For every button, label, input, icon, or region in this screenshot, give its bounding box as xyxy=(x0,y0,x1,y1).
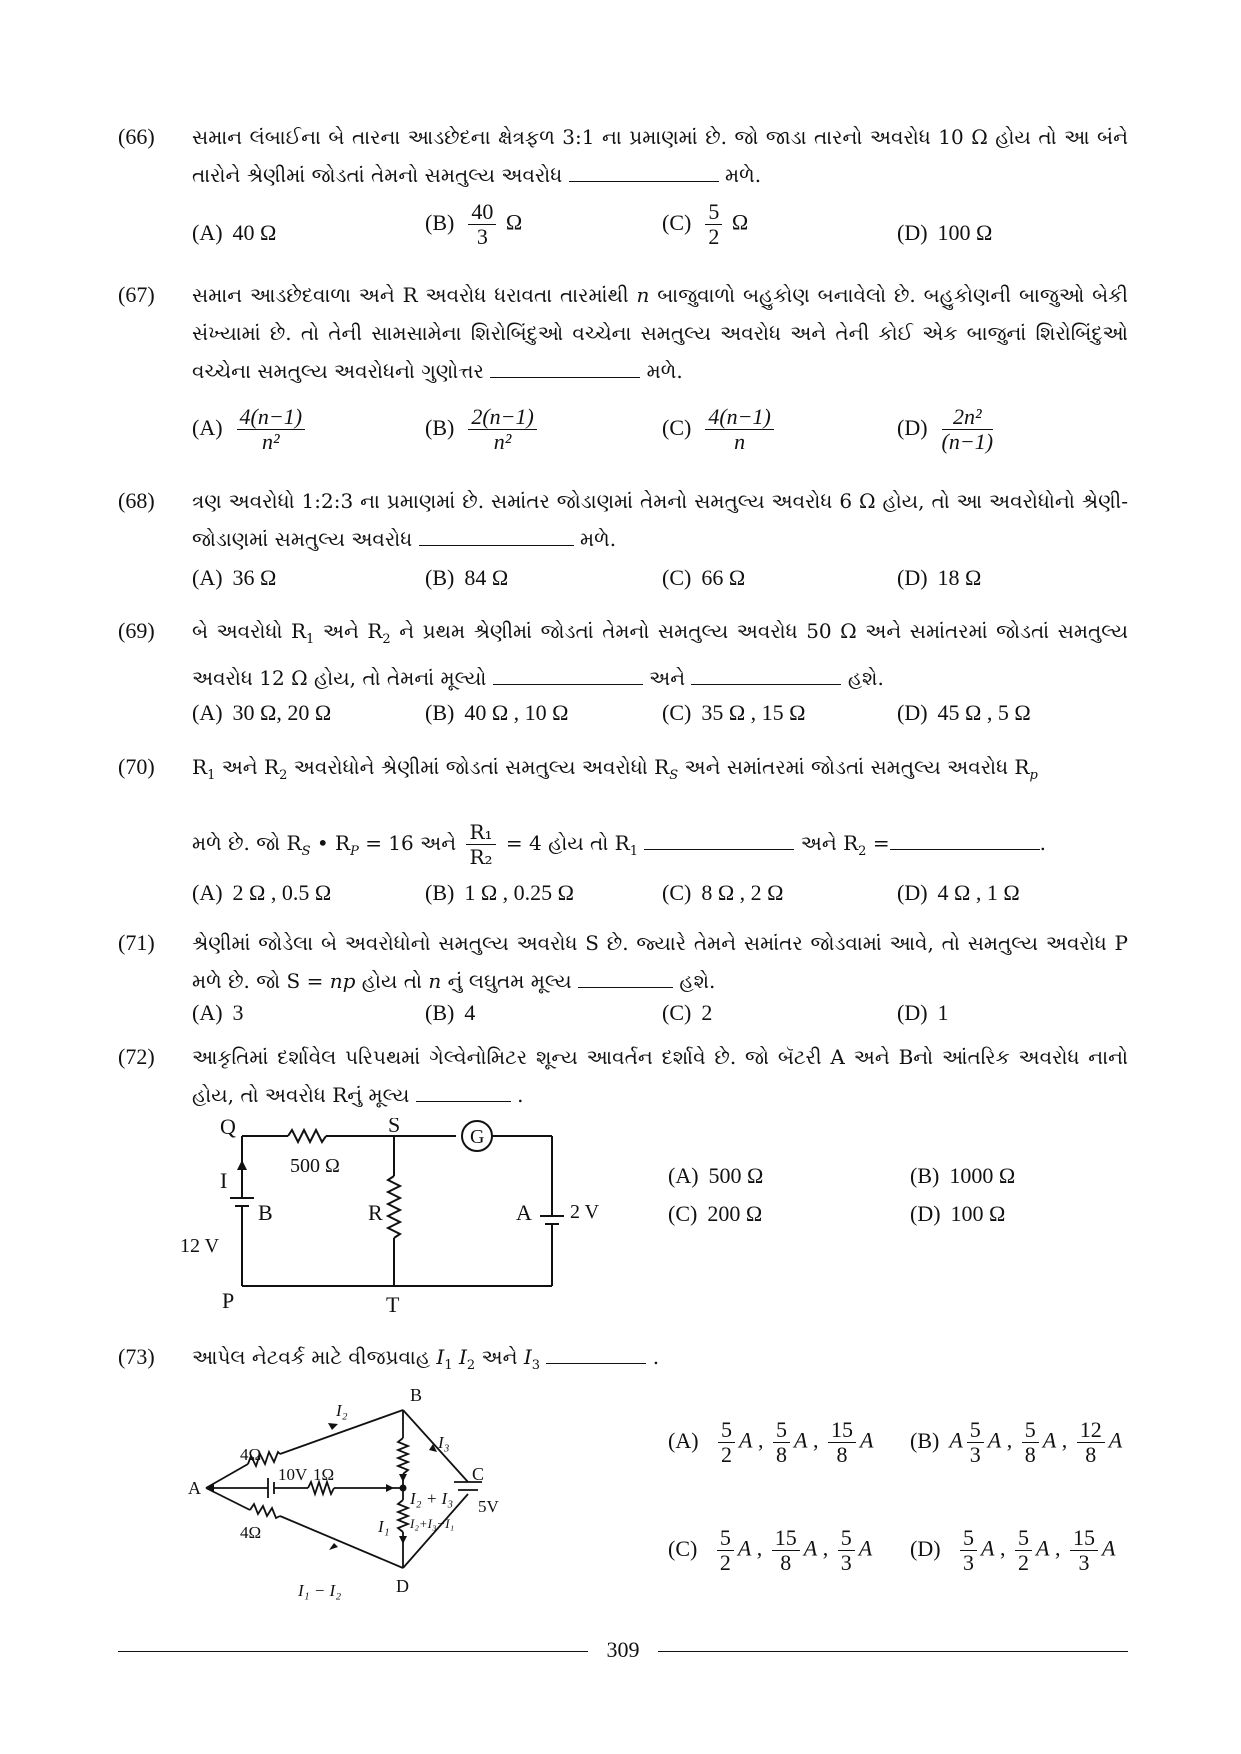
answer-blank-2 xyxy=(890,827,1040,850)
option-c[interactable]: (C) 200 Ω xyxy=(668,1201,763,1226)
answer-blank-1 xyxy=(493,662,643,685)
question-text: આપેલ નેટવર્ક માટે વીજપ્રવાહ $I_1$ $I_2$ અને $I_3$ . xyxy=(192,1338,1128,1385)
option-c[interactable]: (C) 35 Ω , 15 Ω xyxy=(662,700,806,725)
label-current-i: I xyxy=(220,1168,228,1193)
question-text-line2: મળે છે. જો $R_S$ • $R_P = 16$ અને $\frac{\text{R₁}}{\text{R₂}}$ = 4 હોય તો $R_1$ અને $R_2$ = . xyxy=(192,820,1046,869)
answer-blank xyxy=(578,965,673,988)
option-b[interactable]: (B) 1000 Ω xyxy=(910,1163,1016,1188)
question-number: (69) xyxy=(118,618,155,643)
question-text-line1: $R_1$ અને $R_2$ અવરોધોને શ્રેણીમાં જોડતાં સમતુલ્ય અવરોધો $R_S$ અને સમાંતરમાં જોડતાં સમતુલ્ય અવરોધ $R_p$ xyxy=(192,755,1038,783)
circuit-diagram-72 xyxy=(180,1118,630,1318)
option-c[interactable]: (C) 66 Ω xyxy=(662,565,746,590)
current-i2-plus-i3: I₂ + I₃ xyxy=(410,1489,454,1508)
option-d[interactable]: (D) 45 Ω , 5 Ω xyxy=(897,700,1031,725)
question-number: (67) xyxy=(118,282,155,307)
option-d[interactable]: (D) 100 Ω xyxy=(910,1201,1006,1226)
label-t: T xyxy=(386,1292,400,1317)
option-b[interactable]: (B) $\frac{40}{3}$ Ω xyxy=(425,199,523,249)
question-text: બે અવરોધો $R_1$ અને $R_2$ ને પ્રથમ શ્રેણીમાં જોડતાં તેમનો સમતુલ્ય અવરોધ 50 Ω અને સમાંતરમાં જોડતાં સમતુલ્ય અવરોધ 12 Ω હોય, તો તેમનાં મૂલ્યો અને હશે. xyxy=(192,619,1129,690)
option-d[interactable]: (D) 100 Ω xyxy=(897,220,993,245)
option-c[interactable]: (C) 8 Ω , 2 Ω xyxy=(662,880,784,905)
current-i2: I₂ xyxy=(336,1401,348,1420)
label-r: R xyxy=(368,1200,383,1225)
node-d: D xyxy=(396,1576,409,1596)
label-12v: 12 V xyxy=(180,1235,220,1257)
battery-10v: 10V xyxy=(278,1465,308,1484)
node-a: A xyxy=(188,1478,201,1498)
question-70 xyxy=(118,748,1128,795)
current-i1-minus-i2: I₁ − I₂ xyxy=(298,1581,342,1600)
label-battery-a: A xyxy=(516,1200,532,1225)
label-s: S xyxy=(388,1118,401,1137)
resistor-1: 1Ω xyxy=(313,1465,335,1484)
question-72 xyxy=(118,1038,1128,1114)
question-number: (71) xyxy=(118,930,155,955)
label-battery-b: B xyxy=(258,1200,273,1225)
option-c[interactable]: (C) $\frac{5}{2}$ A , $\frac{15}{8}$ A , $\frac{5}{3}$ A xyxy=(668,1525,873,1575)
option-a[interactable]: (A) 36 Ω xyxy=(192,565,277,590)
resistor-4-upper: 4Ω xyxy=(240,1445,262,1464)
option-a[interactable]: (A) 3 xyxy=(192,1000,244,1025)
question-70-line2 xyxy=(118,820,1128,871)
answer-blank xyxy=(490,355,640,378)
option-b[interactable]: (B) 4 xyxy=(425,1000,476,1025)
answer-blank xyxy=(419,523,574,546)
question-66 xyxy=(118,118,1128,194)
option-b[interactable]: (B) 40 Ω , 10 Ω xyxy=(425,700,569,725)
option-d[interactable]: (D) 1 xyxy=(897,1000,949,1025)
question-text: ત્રણ અવરોધો 1:2:3 ના પ્રમાણમાં છે. સમાંતર જોડાણમાં તેમનો સમતુલ્ય અવરોધ 6 Ω હોય, તો આ અવરોધોનો શ્રેણી-જોડાણમાં સમતુલ્ય અવરોધ મળે. xyxy=(192,489,1128,551)
network-diagram-73 xyxy=(188,1382,538,1607)
option-d[interactable]: (D) $\frac{5}{3}$ A , $\frac{5}{2}$ A , $\frac{15}{3}$ A xyxy=(910,1525,1116,1575)
option-c[interactable]: (C) $\frac{5}{2}$ Ω xyxy=(662,199,749,249)
question-text: સમાન લંબાઈના બે તારના આડછેદના ક્ષેત્રફળ 3:1 ના પ્રમાણમાં છે. જો જાડા તારનો અવરોધ 10 Ω હોય તો આ બંને તારોને શ્રેણીમાં જોડતાં તેમનો સમતુલ્ય અવરોધ મળે. xyxy=(192,125,1128,187)
question-number: (70) xyxy=(118,754,155,779)
current-i1: I₁ xyxy=(378,1517,390,1536)
option-b[interactable]: (B) $\frac{2(n-1)}{\text{n²}}$ xyxy=(425,405,541,454)
option-a[interactable]: (A) 40 Ω xyxy=(192,220,277,245)
answer-blank-1 xyxy=(644,827,794,850)
option-a[interactable]: (A) $\frac{4(n-1)}{\text{n²}}$ xyxy=(192,405,309,454)
current-i3: I₃ xyxy=(438,1433,450,1452)
current-i2-i3-i1: I₂+I₃−I₁ xyxy=(410,1516,455,1531)
node-b: B xyxy=(410,1385,423,1405)
question-number: (73) xyxy=(118,1344,155,1369)
page-footer xyxy=(118,1637,1128,1667)
question-text: શ્રેણીમાં જોડેલા બે અવરોધોનો સમતુલ્ય અવરોધ S છે. જ્યારે તેમને સમાંતર જોડવામાં આવે, તો સમતુલ્ય અવરોધ P મળે છે. જો S = np હોય તો n નું લઘુતમ મૂલ્ય હશે. xyxy=(192,931,1128,993)
option-d[interactable]: (D) 18 Ω xyxy=(897,565,982,590)
question-69 xyxy=(118,612,1128,697)
question-68 xyxy=(118,482,1128,558)
option-a[interactable]: (A) 30 Ω, 20 Ω xyxy=(192,700,332,725)
option-b[interactable]: (B) A $\frac{5}{3}$ A , $\frac{5}{8}$ A , $\frac{12}{8}$ A xyxy=(910,1417,1123,1467)
question-number: (72) xyxy=(118,1044,155,1069)
answer-blank xyxy=(569,159,719,182)
question-67 xyxy=(118,276,1128,390)
resistor-500-label: 500 Ω xyxy=(290,1155,340,1177)
option-b[interactable]: (B) 1 Ω , 0.25 Ω xyxy=(425,880,575,905)
question-71 xyxy=(118,924,1128,1000)
question-73 xyxy=(118,1338,1128,1385)
label-p: P xyxy=(222,1288,235,1313)
question-text: આકૃતિમાં દર્શાવેલ પરિપથમાં ગેલ્વેનોમિટર શૂન્ય આવર્તન દર્શાવે છે. જો બૅટરી A અને Bનો આંતરિક અવરોધ નાનો હોય, તો અવરોધ Rનું મૂલ્ય . xyxy=(192,1045,1128,1107)
label-2v: 2 V xyxy=(570,1201,600,1223)
label-q: Q xyxy=(220,1118,236,1139)
option-d[interactable]: (D) 4 Ω , 1 Ω xyxy=(897,880,1020,905)
battery-5v: 5V xyxy=(478,1497,499,1516)
option-a[interactable]: (A) $\frac{5}{2}$ A , $\frac{5}{8}$ A , $\frac{15}{8}$ A xyxy=(668,1417,874,1467)
option-c[interactable]: (C) 2 xyxy=(662,1000,713,1025)
answer-blank xyxy=(546,1341,646,1364)
galvanometer-label: G xyxy=(470,1126,485,1148)
resistor-4-lower: 4Ω xyxy=(240,1523,262,1542)
answer-blank xyxy=(416,1079,511,1102)
answer-blank-2 xyxy=(691,662,841,685)
option-a[interactable]: (A) 500 Ω xyxy=(668,1163,764,1188)
question-number: (68) xyxy=(118,488,155,513)
option-a[interactable]: (A) 2 Ω , 0.5 Ω xyxy=(192,880,332,905)
node-c: C xyxy=(472,1464,485,1484)
option-c[interactable]: (C) $\frac{4(n-1)}{n}$ xyxy=(662,405,778,454)
option-b[interactable]: (B) 84 Ω xyxy=(425,565,509,590)
question-number: (66) xyxy=(118,124,155,149)
page-number: 309 xyxy=(118,1637,1128,1663)
option-d[interactable]: (D) $\frac{\text{2n²}}{(n-1)}$ xyxy=(897,404,994,454)
question-text: સમાન આડછેદવાળા અને R અવરોધ ધરાવતા તારમાંથી n બાજુવાળો બહુકોણ બનાવેલો છે. બહુકોણની બાજુઓ બેકી સંખ્યામાં છે. તો તેની સામસામેના શિરોબિંદુઓ વચ્ચેના સમતુલ્ય અવરોધ અને તેની કોઈ એક બાજુનાં શિરોબિંદુઓ વચ્ચેના સમતુલ્ય અવરોધનો ગુણોત્તર મળે. xyxy=(192,283,1129,383)
